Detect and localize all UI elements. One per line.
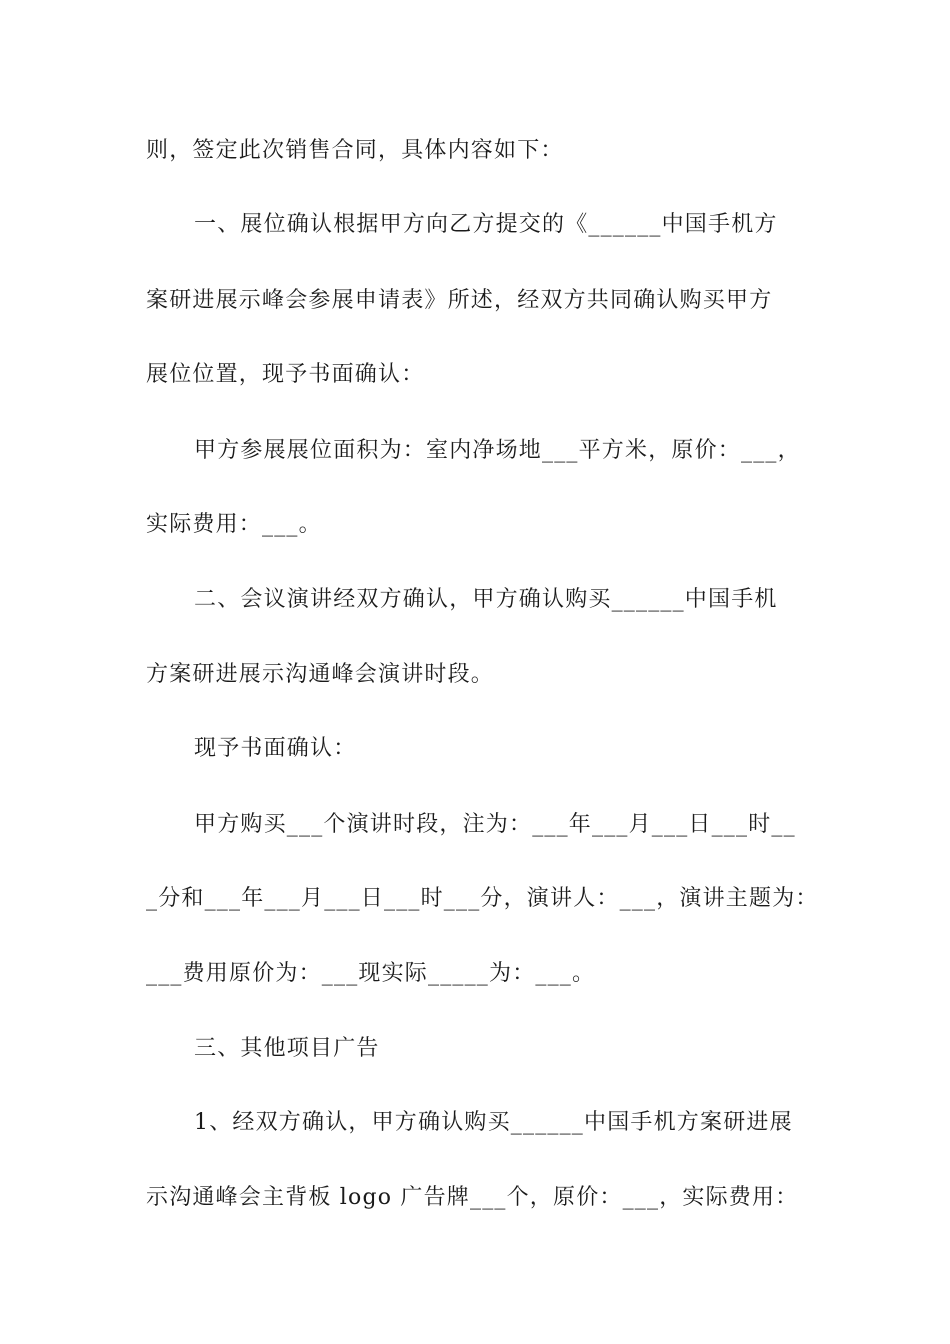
- paragraph-line: 甲方参展展位面积为：室内净场地___平方米，原价：___，: [194, 438, 801, 463]
- paragraph-line: 实际费用：___。: [146, 512, 322, 537]
- paragraph-line: 展位位置，现予书面确认：: [146, 362, 425, 387]
- list-item: 1、经双方确认，甲方确认购买______中国手机方案研进展: [194, 1110, 793, 1135]
- paragraph-line: 方案研进展示沟通峰会演讲时段。: [146, 662, 495, 687]
- paragraph-line: 则，签定此次销售合同，具体内容如下：: [146, 138, 564, 163]
- section-heading-booth: 一、展位确认根据甲方向乙方提交的《______中国手机方: [194, 212, 778, 237]
- paragraph-line: 现予书面确认：: [194, 736, 357, 761]
- section-heading-ads: 三、其他项目广告: [194, 1036, 380, 1061]
- paragraph-line: 示沟通峰会主背板 logo 广告牌___个，原价：___，实际费用：: [146, 1185, 799, 1210]
- section-heading-speech: 二、会议演讲经双方确认，甲方确认购买______中国手机: [194, 587, 778, 612]
- paragraph-line: 甲方购买___个演讲时段，注为：___年___月___日___时__: [194, 812, 796, 837]
- paragraph-line: _分和___年___月___日___时___分，演讲人：___，演讲主题为：: [146, 886, 819, 911]
- paragraph-line: 案研进展示峰会参展申请表》所述，经双方共同确认购买甲方: [146, 288, 773, 313]
- paragraph-line: ___费用原价为：___现实际_____为：___。: [146, 961, 596, 986]
